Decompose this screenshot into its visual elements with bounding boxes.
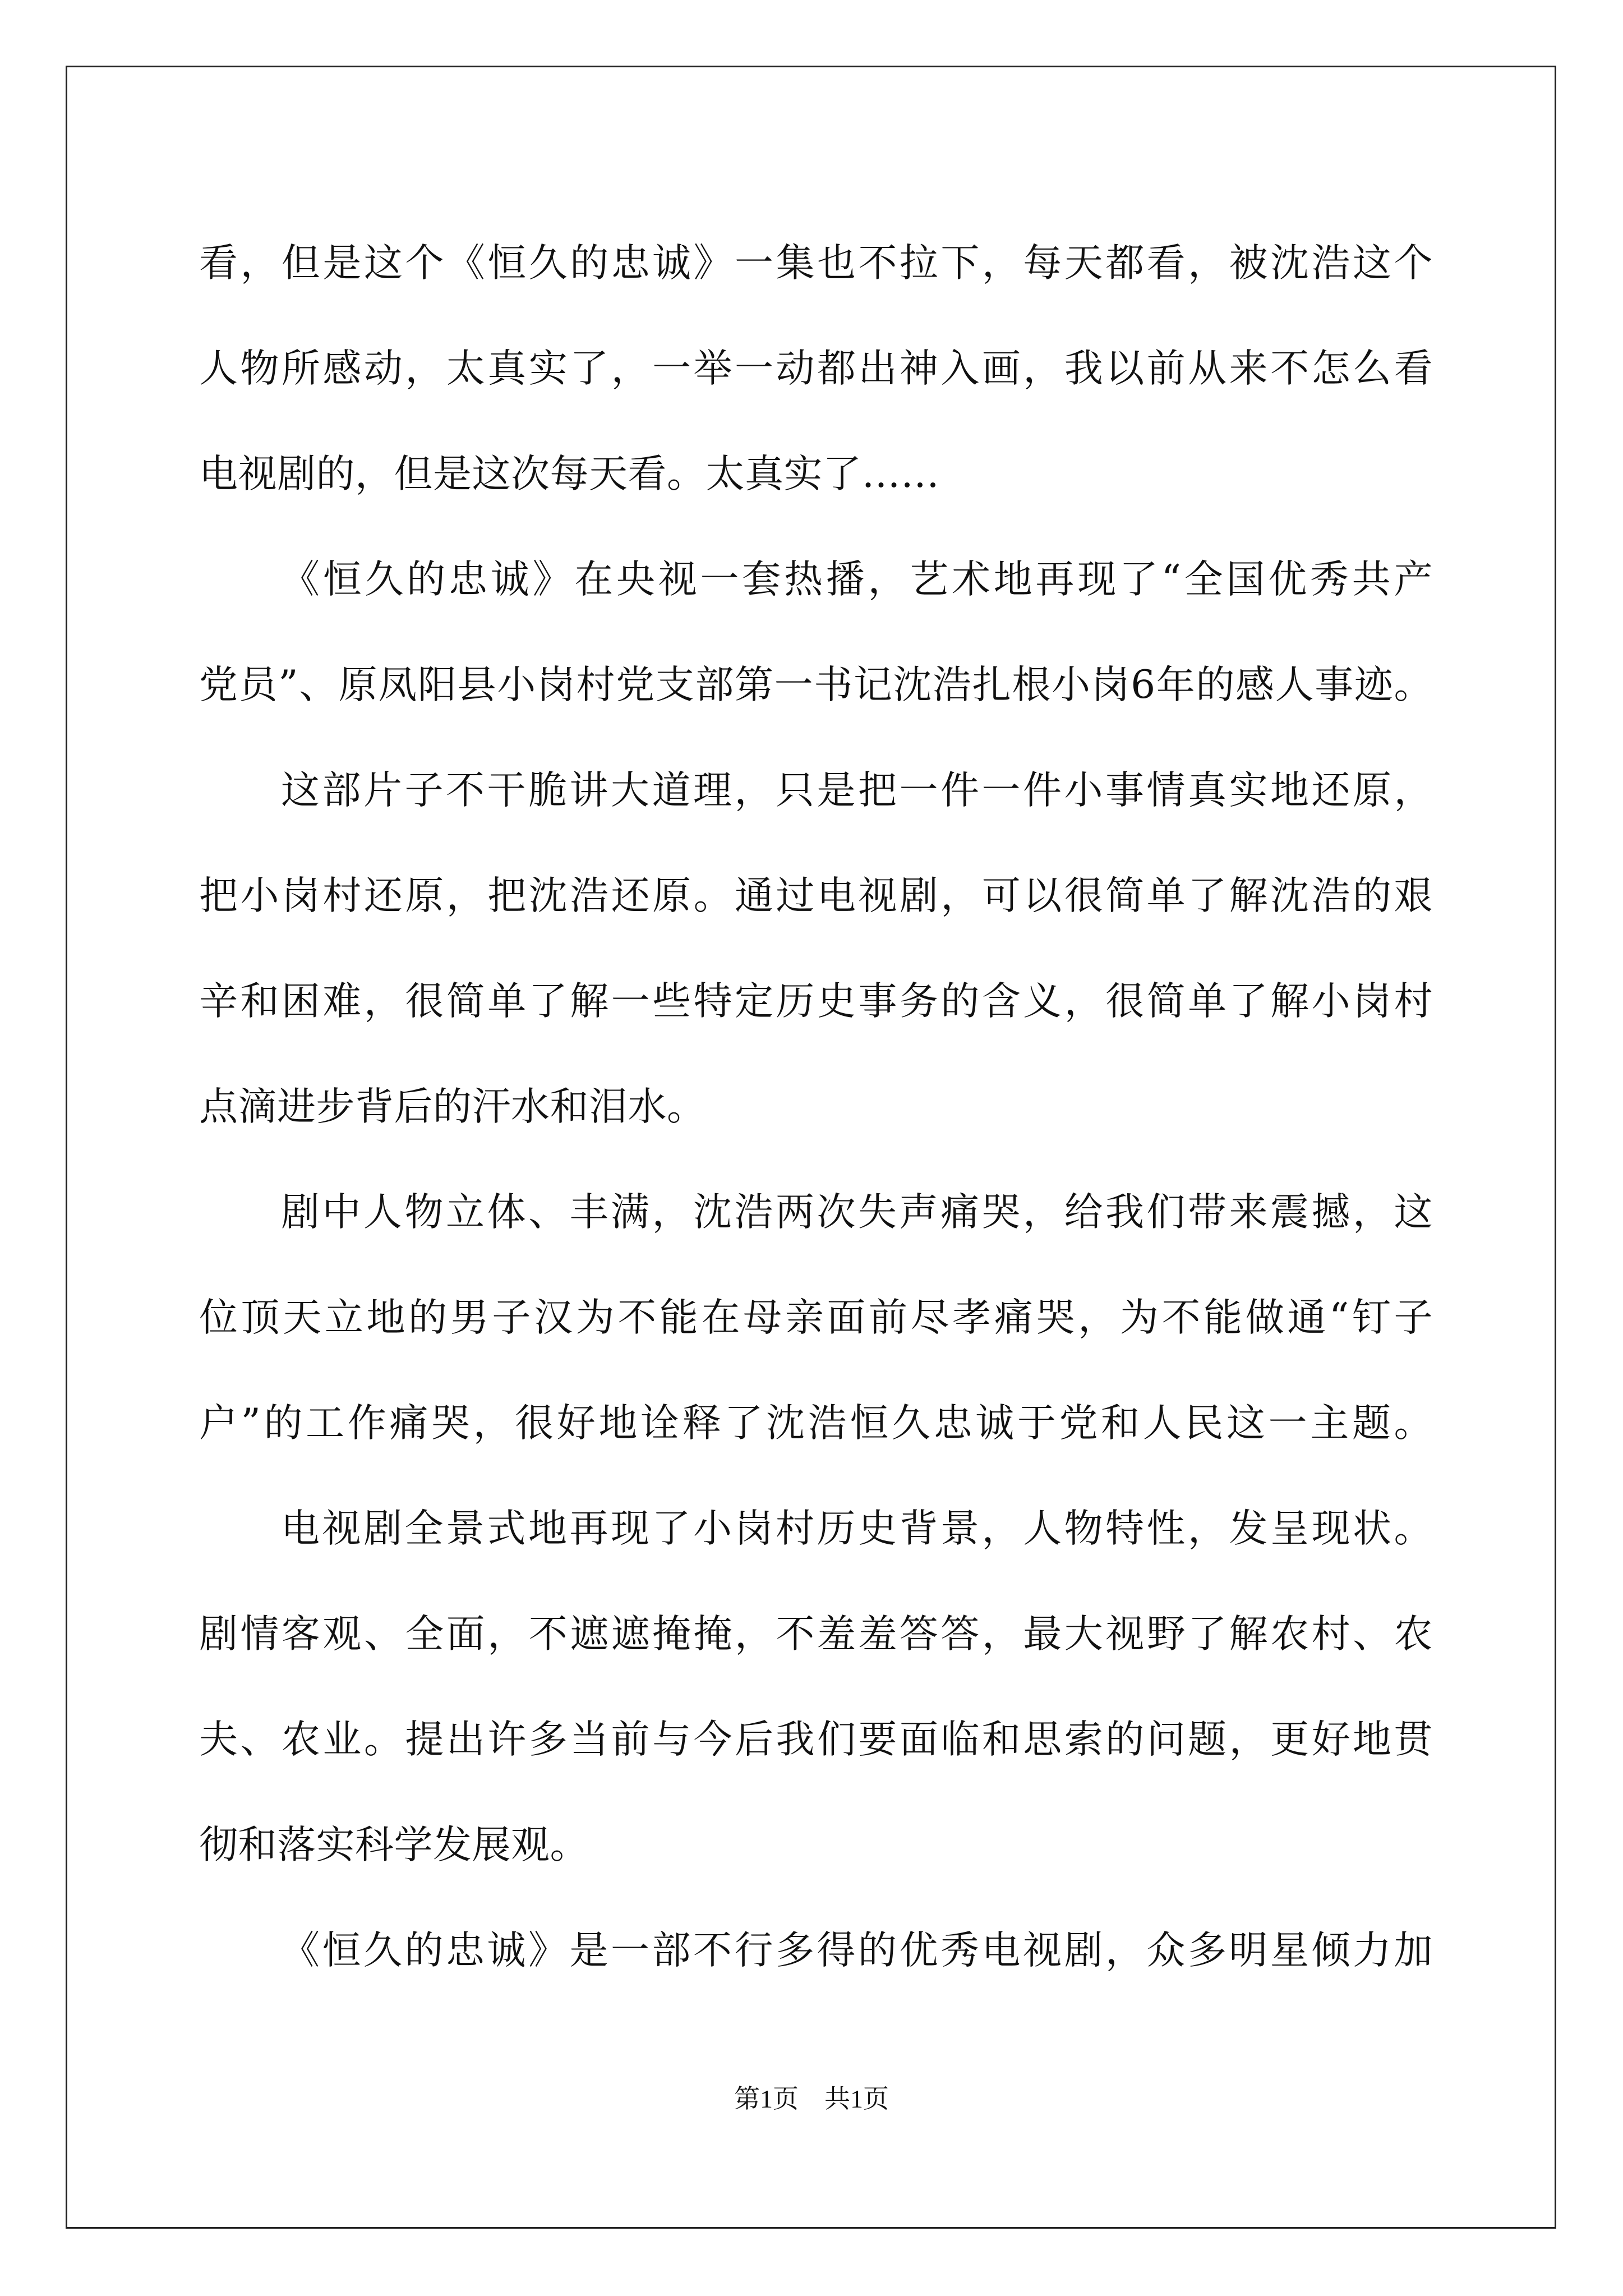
text-line: 彻和落实科学发展观。 bbox=[199, 1823, 589, 1867]
text-line: 剧中人物立体、丰满，沈浩两次失声痛哭，给我们带来震撼，这 bbox=[281, 1190, 1433, 1235]
text-line: 《恒久的忠诚》在央视一套热播，艺术地再现了“全国优秀共产 bbox=[281, 557, 1433, 602]
text-line: 电视剧的，但是这次每天看。太真实了…… bbox=[199, 452, 940, 496]
text-line: 户”的工作痛哭，很好地诠释了沈浩恒久忠诚于党和人民这一主题。 bbox=[199, 1401, 1433, 1446]
text-line: 党员”、原凤阳县小岗村党支部第一书记沈浩扎根小岗6年的感人事迹。 bbox=[199, 662, 1433, 707]
text-line: 电视剧全景式地再现了小岗村历史背景，人物特性，发呈现状。 bbox=[281, 1506, 1433, 1551]
text-line: 夫、农业。提出许多当前与今后我们要面临和思索的问题，更好地贯 bbox=[199, 1717, 1433, 1762]
text-line: 位顶天立地的男子汉为不能在母亲面前尽孝痛哭，为不能做通“钉子 bbox=[199, 1295, 1433, 1340]
text-line: 人物所感动，太真实了，一举一动都出神入画，我以前从来不怎么看 bbox=[199, 346, 1433, 391]
text-line: 点滴进步背后的汗水和泪水。 bbox=[199, 1084, 706, 1129]
text-line: 把小岗村还原，把沈浩还原。通过电视剧，可以很简单了解沈浩的艰 bbox=[199, 873, 1433, 918]
page-number-footer: 第1页 共1页 bbox=[734, 2085, 889, 2113]
document-body bbox=[199, 210, 1433, 2003]
text-line: 剧情客观、全面，不遮遮掩掩，不羞羞答答，最大视野了解农村、农 bbox=[199, 1612, 1433, 1657]
text-line: 这部片子不干脆讲大道理，只是把一件一件小事情真实地还原， bbox=[281, 768, 1433, 813]
text-line: 看，但是这个《恒久的忠诚》一集也不拉下，每天都看，被沈浩这个 bbox=[199, 241, 1433, 286]
text-line: 《恒久的忠诚》是一部不行多得的优秀电视剧，众多明星倾力加 bbox=[281, 1928, 1433, 1973]
text-line: 辛和困难，很简单了解一些特定历史事务的含义，很简单了解小岗村 bbox=[199, 979, 1433, 1024]
